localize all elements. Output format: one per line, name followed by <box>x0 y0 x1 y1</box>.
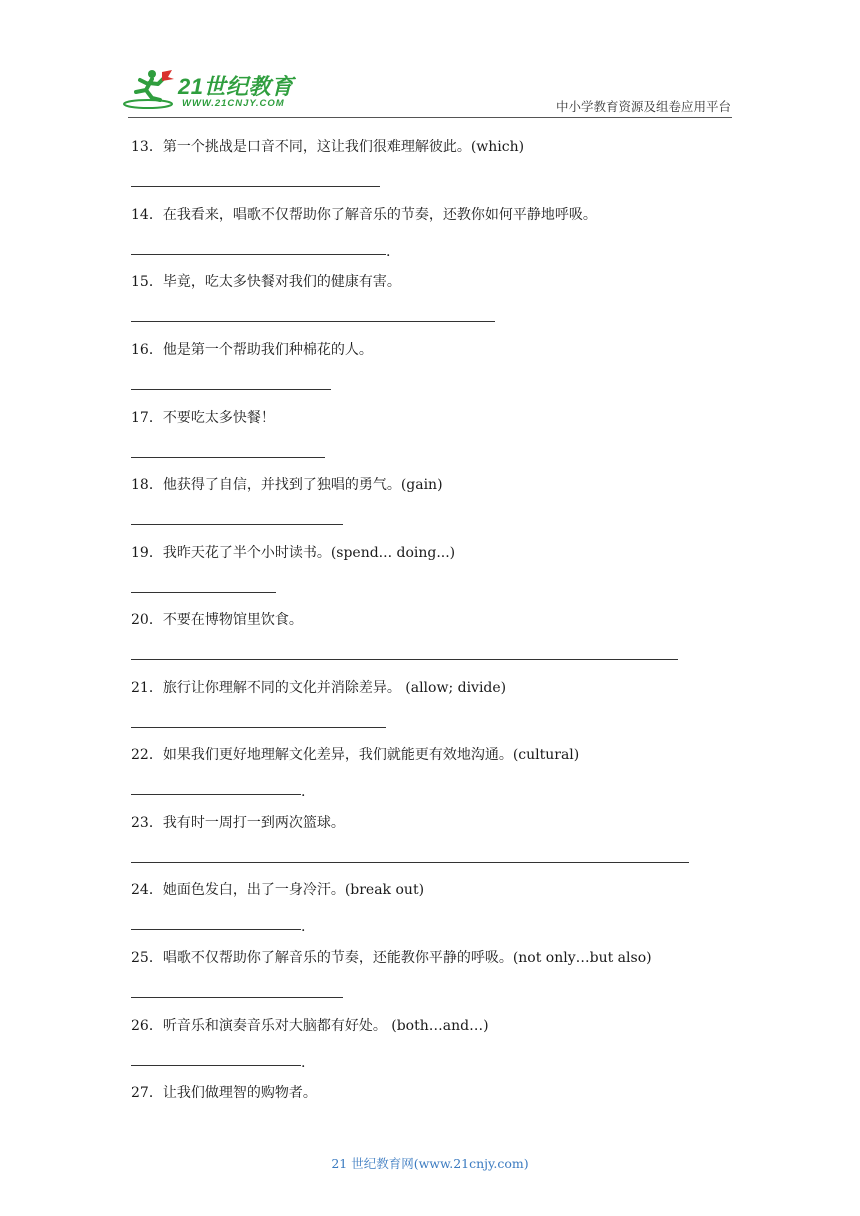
answer-period-14: . <box>386 244 391 260</box>
question-15: 15．毕竟，吃太多快餐对我们的健康有害。 <box>131 274 401 290</box>
question-16: 16．他是第一个帮助我们种棉花的人。 <box>131 342 373 358</box>
answer-line-26[interactable] <box>131 1065 301 1066</box>
answer-line-19[interactable] <box>131 592 276 593</box>
platform-tagline: 中小学教育资源及组卷应用平台 <box>555 99 731 114</box>
answer-line-14[interactable] <box>131 254 386 255</box>
logo-url: WWW.21CNJY.COM <box>182 98 285 109</box>
answer-line-18[interactable] <box>131 524 343 525</box>
question-17: 17．不要吃太多快餐！ <box>131 410 275 426</box>
answer-line-20[interactable] <box>131 659 678 660</box>
logo-title: 21世纪教育 <box>178 74 294 99</box>
question-22: 22．如果我们更好地理解文化差异，我们就能更有效地沟通。(cultural) <box>131 747 580 763</box>
answer-line-13[interactable] <box>131 186 380 187</box>
answer-line-22[interactable] <box>131 794 301 795</box>
question-20: 20．不要在博物馆里饮食。 <box>131 612 303 628</box>
question-18: 18．他获得了自信，并找到了独唱的勇气。(gain) <box>131 477 443 493</box>
answer-line-17[interactable] <box>131 457 325 458</box>
answer-line-25[interactable] <box>131 997 343 998</box>
running-figure-logo-icon <box>122 68 177 112</box>
question-19: 19．我昨天花了半个小时读书。(spend... doing...) <box>131 545 456 561</box>
header-divider <box>128 117 732 118</box>
answer-line-16[interactable] <box>131 389 331 390</box>
answer-line-24[interactable] <box>131 929 301 930</box>
page-header <box>0 0 860 125</box>
question-24: 24．她面色发白，出了一身冷汗。(break out) <box>131 882 425 898</box>
question-23: 23．我有时一周打一到两次篮球。 <box>131 815 345 831</box>
question-13: 13．第一个挑战是口音不同，这让我们很难理解彼此。(which) <box>131 139 525 155</box>
page-footer[interactable]: 21 世纪教育网(www.21cnjy.com) <box>331 1156 529 1171</box>
answer-line-23[interactable] <box>131 862 689 863</box>
answer-period-26: . <box>301 1055 306 1071</box>
question-27: 27．让我们做理智的购物者。 <box>131 1085 317 1101</box>
site-logo[interactable] <box>122 68 297 112</box>
answer-line-15[interactable] <box>131 321 495 322</box>
question-14: 14．在我看来，唱歌不仅帮助你了解音乐的节奏，还教你如何平静地呼吸。 <box>131 207 597 223</box>
question-21: 21．旅行让你理解不同的文化并消除差异。 (allow; divide) <box>131 680 507 696</box>
answer-period-22: . <box>301 784 306 800</box>
question-26: 26．听音乐和演奏音乐对大脑都有好处。 (both…and…) <box>131 1018 489 1034</box>
question-25: 25．唱歌不仅帮助你了解音乐的节奏，还能教你平静的呼吸。(not only…but also) <box>131 950 652 966</box>
answer-line-21[interactable] <box>131 727 386 728</box>
answer-period-24: . <box>301 919 306 935</box>
